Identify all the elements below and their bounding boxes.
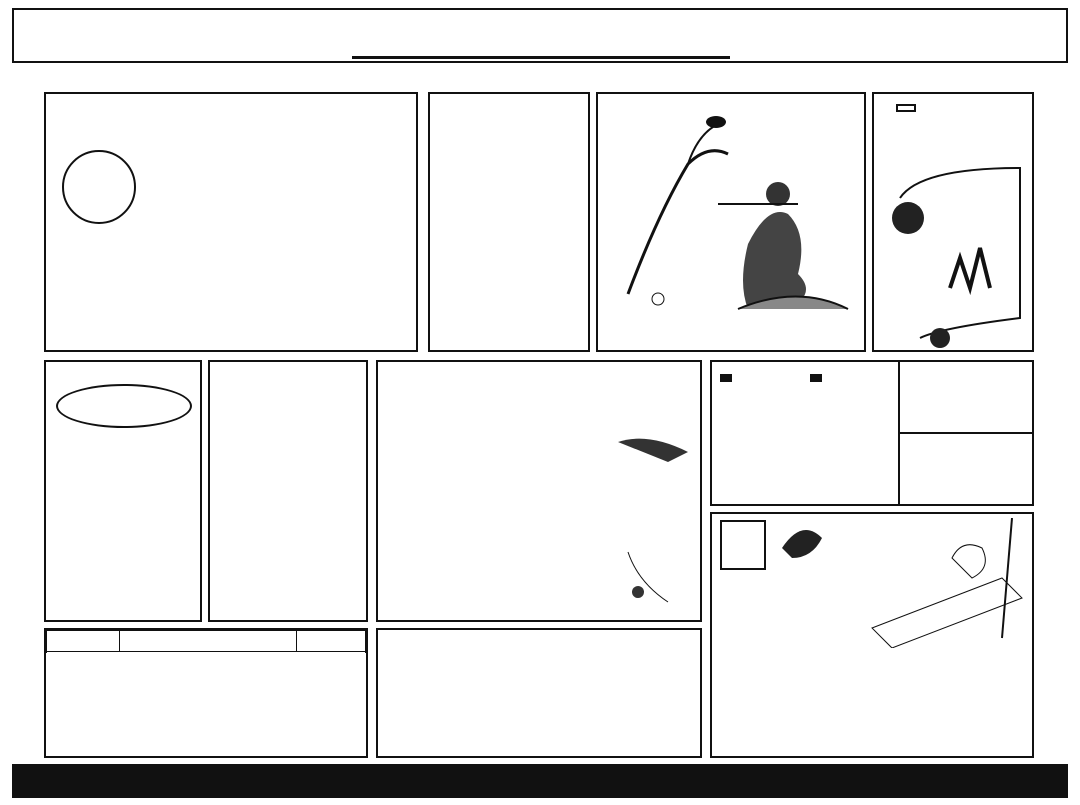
poem-box bbox=[208, 360, 368, 622]
find-code-box bbox=[872, 92, 1034, 352]
results-header-qi bbox=[47, 631, 120, 652]
footer-bar bbox=[12, 764, 1068, 798]
riddle-illustration bbox=[772, 518, 1032, 648]
seal-stamp bbox=[62, 150, 136, 224]
find-code-title bbox=[896, 104, 916, 112]
results-header-color bbox=[297, 631, 366, 652]
results-table bbox=[46, 630, 366, 652]
total-open-label bbox=[720, 374, 732, 382]
masthead-box bbox=[44, 92, 418, 352]
results-box bbox=[44, 628, 368, 758]
special-code-box bbox=[44, 360, 202, 622]
title-underline bbox=[352, 56, 730, 59]
ribbon-right bbox=[1040, 90, 1058, 755]
header-frame bbox=[12, 8, 1068, 63]
ribbon-left bbox=[22, 90, 40, 755]
open-result-box bbox=[710, 360, 1034, 506]
special-open-label bbox=[810, 374, 822, 382]
special-code-title bbox=[56, 384, 192, 428]
sage-illustration bbox=[598, 94, 864, 350]
crane-illustration bbox=[608, 432, 698, 612]
open-divider-h bbox=[898, 432, 1032, 434]
riddle-title bbox=[720, 520, 766, 570]
results-header-kai bbox=[120, 631, 297, 652]
riddle-box bbox=[710, 512, 1034, 758]
six-he-box bbox=[428, 92, 590, 352]
zodiac-box bbox=[376, 628, 702, 758]
sage-illustration-box bbox=[596, 92, 866, 352]
ribbon-top bbox=[20, 68, 1060, 86]
spirit-code-box bbox=[376, 360, 702, 622]
find-code-scroll bbox=[880, 138, 1030, 348]
